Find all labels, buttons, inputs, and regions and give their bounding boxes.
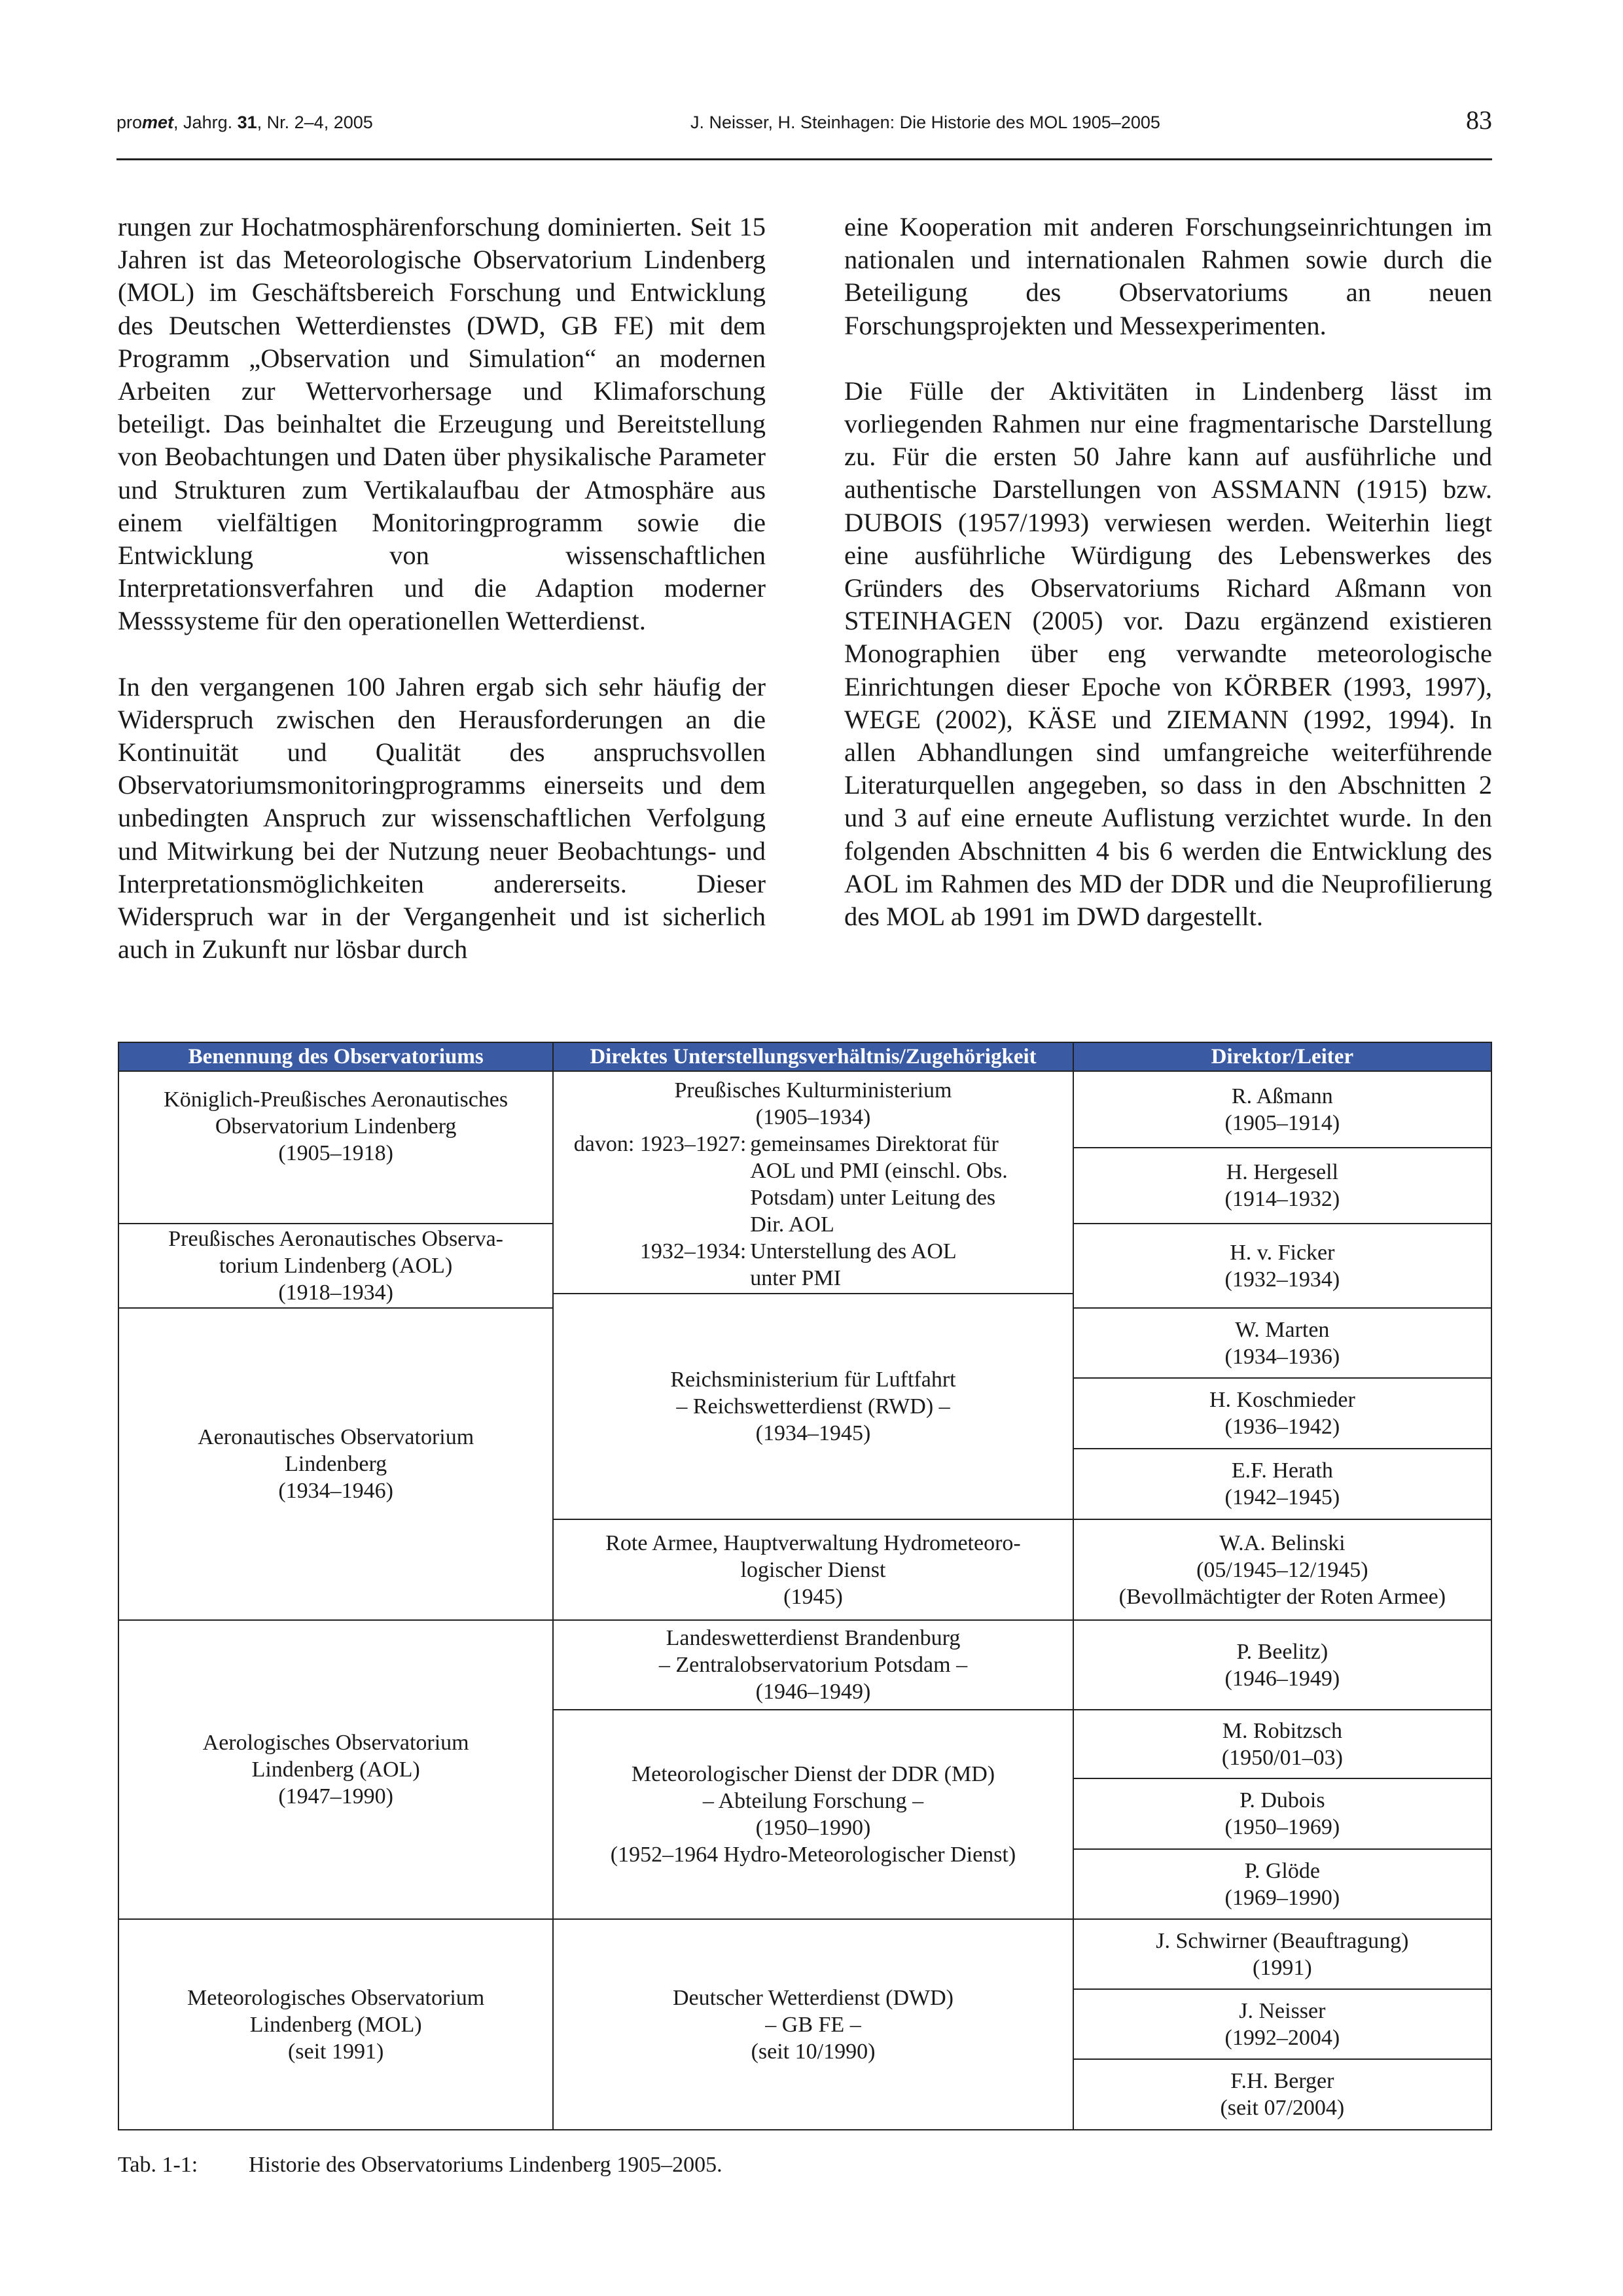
article-authors-title: J. Neisser, H. Steinhagen: Die Historie des MOL 1905–2005 [690, 113, 1160, 132]
director-cell: E.F. Herath (1942–1945) [1073, 1449, 1491, 1519]
director-cell: P. Dubois (1950–1969) [1073, 1778, 1491, 1849]
director-cell: J. Neisser (1992–2004) [1073, 1989, 1491, 2059]
director-cell: W.A. Belinski (05/1945–12/1945) (Bevollmächtigter der Roten Armee) [1073, 1519, 1491, 1620]
director-cell: M. Robitzsch (1950/01–03) [1073, 1710, 1491, 1778]
affiliation-cell: Rote Armee, Hauptverwaltung Hydrometeoro- logischer Dienst (1945) [553, 1519, 1073, 1620]
affiliation-cell: Landeswetterdienst Brandenburg – Zentralobservatorium Potsdam – (1946–1949) [553, 1620, 1073, 1710]
running-header [116, 105, 1492, 157]
right-column [844, 211, 1492, 966]
director-cell: J. Schwirner (Beauftragung) (1991) [1073, 1919, 1491, 1989]
caption-text: Historie des Observatoriums Lindenberg 1905–2005. [249, 2153, 722, 2177]
table-header-row [118, 1042, 1491, 1071]
journal-citation: promet, Jahrg. 31, Nr. 2–4, 2005 [116, 113, 373, 132]
observatory-cell: Aeronautisches Observatorium Lindenberg (1934–1946) [118, 1308, 553, 1620]
header-rule [116, 158, 1492, 160]
observatory-cell: Meteorologisches Observatorium Lindenberg (MOL) (seit 1991) [118, 1919, 553, 2130]
director-cell: H. v. Ficker (1932–1934) [1073, 1224, 1491, 1308]
column-header: Benennung des Observatoriums [118, 1042, 553, 1071]
affiliation-cell: Reichsministerium für Luftfahrt – Reichswetterdienst (RWD) – (1934–1945) [553, 1294, 1073, 1519]
history-table [118, 1042, 1492, 2130]
column-header: Direktor/Leiter [1073, 1042, 1491, 1071]
affiliation-cell: Deutscher Wetterdienst (DWD) – GB FE – (seit 10/1990) [553, 1919, 1073, 2130]
observatory-cell: Aerologisches Observatorium Lindenberg (AOL) (1947–1990) [118, 1620, 553, 1919]
body-paragraph: eine Kooperation mit anderen Forschungseinrichtungen im nationalen und internationalen Rahmen sowie durch die Beteiligung des Observatoriums an neuen Forschungsprojekten und Messexperimenten. [844, 212, 1492, 340]
director-cell: H. Hergesell (1914–1932) [1073, 1148, 1491, 1224]
observatory-cell: Preußisches Aeronautisches Observa- torium Lindenberg (AOL) (1918–1934) [118, 1224, 553, 1308]
director-cell: P. Beelitz) (1946–1949) [1073, 1620, 1491, 1710]
caption-label: Tab. 1-1: [118, 2153, 198, 2177]
affiliation-cell: Meteorologischer Dienst der DDR (MD) – Abteilung Forschung – (1950–1990) (1952–1964 Hydro-Meteorologischer Dienst) [553, 1710, 1073, 1919]
body-paragraph: Die Fülle der Aktivitäten in Lindenberg lässt im vorliegenden Rahmen nur eine fragmentarische Darstellung zu. Für die ersten 50 Jahre kann auf ausführliche und authentische Darstellungen von ASSMANN (1915) bzw. DUBOIS (1957/1993) verwiesen werden. Weiterhin liegt eine ausführliche Würdigung des Lebenswerkes des Gründers des Observatoriums Richard Aßmann von STEINHAGEN (2005) vor. Dazu ergänzend existieren Monographien über eng verwandte meteorologische Einrichtungen dieser Epoche von KÖRBER (1993, 1997), WEGE (2002), KÄSE und ZIEMANN (1992, 1994). In allen Abhandlungen sind umfangreiche weiterführende Literaturquellen angegeben, so dass in den Abschnitten 2 und 3 auf eine erneute Auflistung verzichtet wurde. In den folgenden Abschnitten 4 bis 6 werden die Entwicklung des AOL im Rahmen des MD der DDR und die Neuprofilierung des MOL ab 1991 im DWD dargestellt. [844, 376, 1492, 932]
body-paragraph: In den vergangenen 100 Jahren ergab sich sehr häufig der Widerspruch zwischen den Herausforderungen an die Kontinuität und Qualität des anspruchsvollen Observatoriumsmonitoringprogramms einerseits und dem unbedingten Anspruch zur wissenschaftlichen Verfolgung und Mitwirkung bei der Nutzung neuer Beobachtungs- und Interpretationsmöglichkeiten andererseits. Dieser Widerspruch war in der Vergangenheit und ist sicherlich auch in Zukunft nur lösbar durch [118, 671, 766, 964]
affiliation-detail: 1932–1934: Unterstellung des AOL unter PMI [639, 1239, 957, 1290]
left-column [118, 211, 766, 998]
affiliation-detail: davon: 1923–1927: gemeinsames Direktorat für AOL und PMI (einschl. Obs. Potsdam) unter Leitung des Dir. AOL [573, 1132, 1008, 1237]
director-cell: R. Aßmann (1905–1914) [1073, 1071, 1491, 1148]
body-paragraph: rungen zur Hochatmosphärenforschung dominierten. Seit 15 Jahren ist das Meteorologische Observatorium Lindenberg (MOL) im Geschäftsbereich Forschung und Entwicklung des Deutschen Wetterdienstes (DWD, GB FE) mit dem Programm „Observation und Simulation“ an modernen Arbeiten zur Wettervorhersage und Klimaforschung beteiligt. Das beinhaltet die Erzeugung und Bereitstellung von Beobachtungen und Daten über physikalische Parameter und Strukturen zum Vertikalaufbau der Atmosphäre aus einem vielfältigen Monitoringprogramm sowie die Entwicklung von wissenschaftlichen Interpretationsverfahren und die Adaption moderner Messsysteme für den operationellen Wetterdienst. [118, 212, 766, 636]
director-cell: H. Koschmieder (1936–1942) [1073, 1378, 1491, 1449]
director-cell: P. Glöde (1969–1990) [1073, 1849, 1491, 1919]
affiliation-cell: Preußisches Kulturministerium (1905–1934) davon: 1923–1927: gemeinsames Direktorat für AOL und PMI (einschl. Obs. Potsdam) unter Leitung des Dir. AOL 1932–1934: Unterstellung des AOL unter PMI [553, 1071, 1073, 1294]
column-header: Direktes Unterstellungsverhältnis/Zugehörigkeit [553, 1042, 1073, 1071]
director-cell: F.H. Berger (seit 07/2004) [1073, 2059, 1491, 2130]
observatory-cell: Königlich-Preußisches Aeronautisches Observatorium Lindenberg (1905–1918) [118, 1071, 553, 1224]
page-number: 83 [1466, 105, 1492, 135]
director-cell: W. Marten (1934–1936) [1073, 1308, 1491, 1378]
table-caption [118, 2153, 722, 2178]
